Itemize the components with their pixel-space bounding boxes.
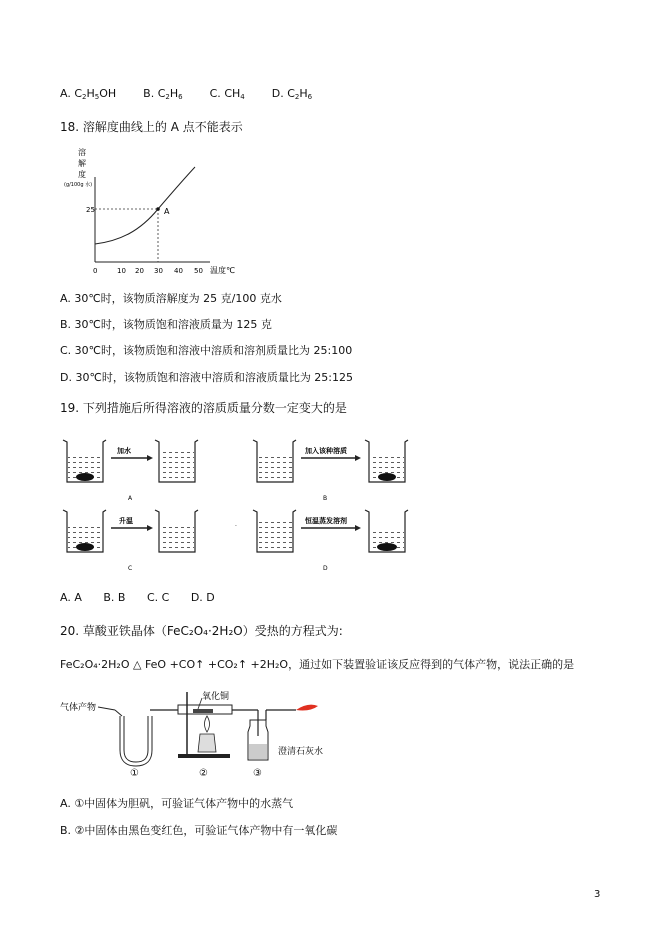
q19-option-d: D. D: [190, 591, 215, 604]
apparatus-figure: [60, 688, 350, 780]
arrow-d-label: 恒温蒸发溶剂: [305, 517, 347, 525]
point-a-label: A: [164, 207, 170, 216]
panel-d: [253, 510, 408, 572]
panel-b-label: B: [323, 495, 328, 502]
arrow-b-label: 加入该种溶质: [305, 447, 347, 455]
y-label-3: 度: [78, 170, 86, 179]
x-tick-10: 10: [117, 267, 126, 275]
tube-1: [115, 710, 122, 716]
liquid-b1: [258, 454, 292, 481]
point-a: [156, 207, 160, 211]
cuo-powder: [193, 709, 213, 713]
x-tick-50: 50: [194, 267, 203, 275]
panel-c: [63, 510, 198, 572]
solubility-curve: [95, 167, 195, 244]
q18-stem: 18. 溶解度曲线上的 A 点不能表示: [60, 120, 243, 134]
cuo-label: 氧化铜: [202, 692, 230, 702]
q20-stem: 20. 草酸亚铁晶体（FeC₂O₄·2H₂O）受热的方程式为:: [60, 624, 343, 638]
q19-option-b: B. B: [103, 591, 126, 604]
q19-option-a: A. A: [60, 591, 82, 604]
burning-flame: [296, 705, 318, 711]
q17-option-d: D. $C_2H_6$: [271, 87, 313, 101]
cuo-pointer: [198, 698, 202, 709]
arrow-a-label: 加水: [117, 447, 131, 455]
x-tick-30: 30: [154, 267, 163, 275]
arrow-d-head: [355, 525, 361, 531]
solid-b2: [378, 473, 396, 481]
panel-a: [63, 440, 198, 502]
q17-option-b: B. $C_2H_6$: [143, 87, 183, 101]
page-number: 3: [594, 889, 601, 900]
arrow-c-label: 升温: [119, 517, 133, 525]
q18-option-a: A. 30℃时，该物质溶解度为 25 克/100 克水: [60, 292, 282, 305]
arrow-c-head: [147, 525, 153, 531]
num-3: ③: [253, 768, 262, 779]
x-tick-40: 40: [174, 267, 183, 275]
y-label-unit: (g/100g 水): [64, 182, 93, 188]
num-1: ①: [130, 768, 139, 779]
q17-option-c: C. $CH_4$: [209, 87, 245, 101]
lamp-flame: [205, 716, 210, 732]
y-label-2: 解: [78, 159, 86, 168]
y-tick-25: 25: [86, 206, 95, 214]
solid-a1: [76, 473, 94, 481]
q19-stem: 19. 下列措施后所得溶液的溶质质量分数一定变大的是: [60, 401, 347, 415]
solubility-chart: [64, 145, 250, 280]
q18-option-c: C. 30℃时，该物质饱和溶液中溶质和溶剂质量比为 25:100: [60, 344, 353, 357]
q19-options: [60, 591, 233, 604]
q20-option-a: A. ①中固体为胆矾，可验证气体产物中的水蒸气: [60, 797, 294, 810]
q20-option-b: B. ②中固体由黑色变红色，可验证气体产物中有一氧化碳: [60, 824, 338, 837]
beakers-figure: [55, 430, 425, 580]
panel-d-label: D: [323, 565, 328, 572]
gas-arrow: [98, 707, 115, 710]
stand-base: [178, 754, 230, 758]
panel-c-label: C: [128, 565, 133, 572]
q18-option-d: D. 30℃时，该物质饱和溶液中溶质和溶液质量比为 25:125: [60, 371, 354, 384]
q17-options: [60, 87, 312, 101]
x-label: 温度℃: [210, 266, 235, 275]
lime-label: 澄清石灰水: [278, 747, 324, 757]
solid-c1: [76, 543, 94, 551]
alcohol-lamp: [198, 734, 216, 752]
arrow-b-head: [355, 455, 361, 461]
u-tube: [122, 716, 150, 764]
x-tick-0: 0: [93, 267, 98, 275]
num-2: ②: [199, 768, 208, 779]
q19-option-c: C. C: [146, 591, 170, 604]
x-tick-20: 20: [135, 267, 144, 275]
q20-equation: FeC₂O₄·2H₂O △ FeO +CO↑ +CO₂↑ +2H₂O，通过如下装置验证该反应得到的气体产物，说法正确的是: [60, 658, 575, 671]
panel-b: [253, 440, 408, 502]
liquid-d1: [258, 522, 292, 551]
liquid-c2: [160, 525, 194, 551]
panel-a-label: A: [128, 495, 133, 502]
separator-dot: ·: [235, 523, 237, 530]
q18-option-b: B. 30℃时，该物质饱和溶液质量为 125 克: [60, 318, 272, 331]
q17-option-a: A. $C_2H_5OH$: [60, 87, 117, 101]
y-label-1: 溶: [78, 148, 86, 157]
arrow-a-head: [147, 455, 153, 461]
solid-d2: [377, 543, 397, 551]
lime-water: [249, 744, 267, 759]
gas-label: 气体产物: [60, 703, 97, 713]
u-tube-inner: [122, 716, 150, 764]
liquid-a2: [160, 450, 194, 481]
